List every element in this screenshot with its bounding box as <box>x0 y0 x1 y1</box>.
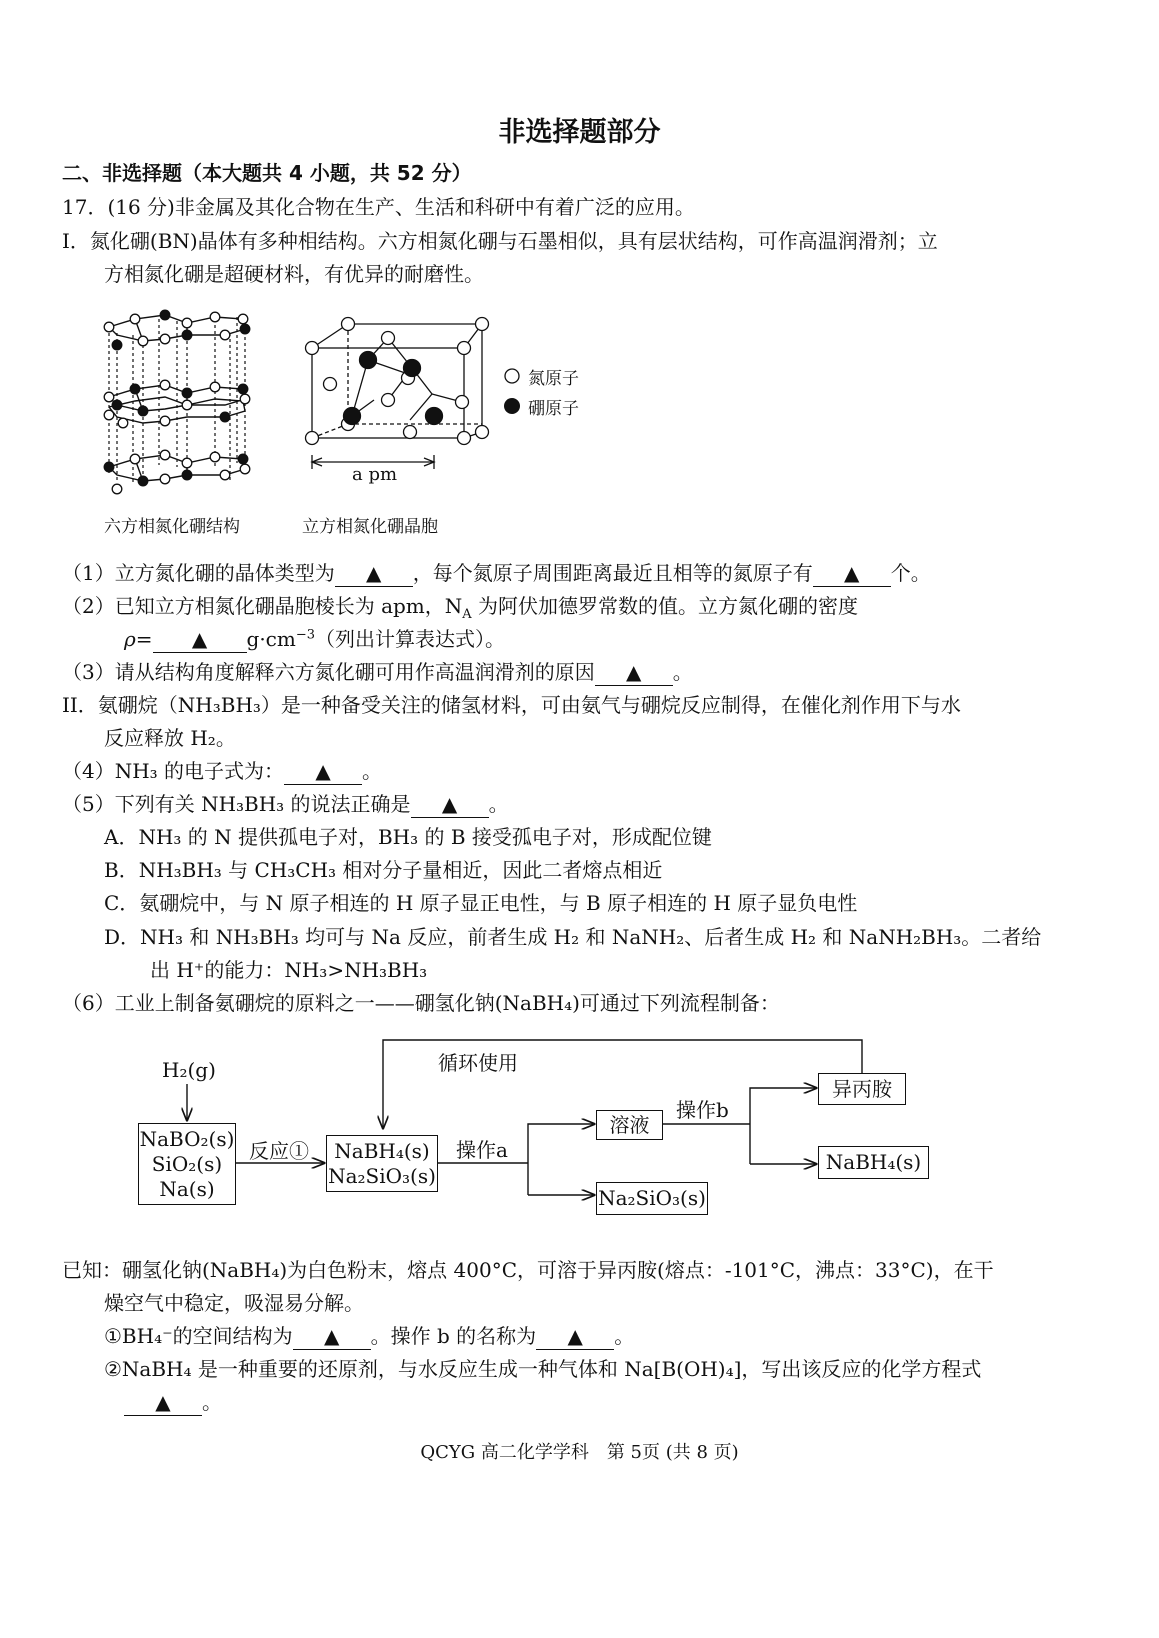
page-title: 非选择题部分 <box>498 117 661 148</box>
part-i-line2: 方相氮化硼是超硬材料，有优异的耐磨性。 <box>104 262 484 286</box>
sub-question-1: ①BH₄⁻的空间结构为 ▲ 。操作 b 的名称为 ▲ 。 <box>104 1324 635 1348</box>
cubic-bn-caption: 立方相氮化硼晶胞 <box>302 517 438 537</box>
q17-intro: 17．(16 分)非金属及其化合物在生产、生活和科研中有着广泛的应用。 <box>62 195 695 219</box>
answer-blank-1a[interactable]: ▲ <box>335 560 413 587</box>
hexagonal-bn-figure <box>95 305 265 510</box>
answer-blank-1b[interactable]: ▲ <box>813 560 891 587</box>
option-d[interactable]: D．NH₃ 和 NH₃BH₃ 均可与 Na 反应，前者生成 H₂ 和 NaNH₂、后者生成 H₂ 和 NaNH₂BH₃。二者给 <box>104 925 1042 949</box>
part-i-line1: I．氮化硼(BN)晶体有多种相结构。六方相氮化硼与石墨相似，具有层状结构，可作高温润滑剂；立 <box>62 229 938 253</box>
reactants-box: NaBO₂(s) SiO₂(s) Na(s) <box>138 1123 236 1205</box>
option-b[interactable]: B．NH₃BH₃ 与 CH₃CH₃ 相对分子量相近，因此二者熔点相近 <box>104 858 663 882</box>
question-2-density: ρ= ▲ $g\cdot cm^{-3}$（列出计算表达式）。 <box>124 627 506 651</box>
nitrogen-legend-icon <box>502 366 522 386</box>
operation-b-label: 操作b <box>676 1098 729 1122</box>
hydrogen-gas-label: H₂(g) <box>162 1058 216 1082</box>
solution-box: 溶液 <box>596 1110 663 1140</box>
lattice-dimension-label: a pm <box>352 464 398 485</box>
question-6: （6）工业上制备氨硼烷的原料之一——硼氢化钠(NaBH₄)可通过下列流程制备： <box>62 991 780 1015</box>
part-ii-line2: 反应释放 H₂。 <box>104 726 236 750</box>
question-2: （2）已知立方相氮化硼晶胞棱长为 apm，$N_A$ 为阿伏加德罗常数的值。立方氮化硼的密度 <box>62 594 859 622</box>
question-3: （3）请从结构角度解释六方氮化硼可用作高温润滑剂的原因 ▲ 。 <box>62 660 693 684</box>
section-header: 二、非选择题（本大题共 4 小题，共 52 分） <box>62 161 472 185</box>
question-4: （4）NH₃ 的电子式为： ▲ 。 <box>62 759 383 783</box>
sodium-borohydride-box: NaBH₄(s) <box>818 1146 929 1179</box>
boron-legend-icon <box>502 396 522 416</box>
reaction-1-label: 反应① <box>249 1139 309 1163</box>
answer-blank-2[interactable]: ▲ <box>153 626 247 653</box>
recycle-label: 循环使用 <box>438 1051 518 1075</box>
answer-blank-4[interactable]: ▲ <box>284 758 362 785</box>
option-a[interactable]: A．NH₃ 的 N 提供孤电子对，BH₃ 的 B 接受孤电子对，形成配位键 <box>104 825 712 849</box>
option-c[interactable]: C．氨硼烷中，与 N 原子相连的 H 原子显正电性，与 B 原子相连的 H 原子显负电性 <box>104 891 858 915</box>
hex-bn-caption: 六方相氮化硼结构 <box>104 517 240 537</box>
answer-blank-6b[interactable]: ▲ <box>536 1323 614 1350</box>
cubic-bn-unit-cell <box>298 312 498 492</box>
answer-blank-3[interactable]: ▲ <box>595 659 673 686</box>
part-ii-line1: II．氨硼烷（NH₃BH₃）是一种备受关注的储氢材料，可由氨气与硼烷反应制得，在催化剂作用下与水 <box>62 693 961 717</box>
answer-blank-7[interactable]: ▲ <box>124 1389 202 1416</box>
legend-nitrogen: 氮原子 <box>528 369 579 389</box>
sub-question-2-answer: ▲ 。 <box>124 1389 222 1416</box>
process-flow-arrows <box>130 1030 950 1230</box>
sodium-silicate-box: Na₂SiO₃(s) <box>596 1182 708 1215</box>
page-footer: QCYG 高二化学学科 第 5页 (共 8 页) <box>420 1442 739 1463</box>
answer-blank-5[interactable]: ▲ <box>411 791 489 818</box>
question-1: （1）立方氮化硼的晶体类型为 ▲ ，每个氮原子周围距离最近且相等的氮原子有 ▲ 个。 <box>62 561 931 585</box>
question-5: （5）下列有关 NH₃BH₃ 的说法正确是 ▲ 。 <box>62 792 509 816</box>
option-d-cont: 出 H⁺的能力：NH₃>NH₃BH₃ <box>150 958 428 982</box>
sub-question-2: ②NaBH₄ 是一种重要的还原剂，与水反应生成一种气体和 Na[B(OH)₄]，写出该反应的化学方程式 <box>104 1357 982 1381</box>
legend-boron: 硼原子 <box>528 399 579 419</box>
answer-blank-6a[interactable]: ▲ <box>293 1323 371 1350</box>
known-line2: 燥空气中稳定，吸湿易分解。 <box>104 1291 364 1315</box>
intermediate-box: NaBH₄(s) Na₂SiO₃(s) <box>326 1135 438 1192</box>
known-line1: 已知：硼氢化钠(NaBH₄)为白色粉末，熔点 400°C，可溶于异丙胺(熔点：-101°C，沸点：33°C)，在干 <box>62 1258 994 1282</box>
operation-a-label: 操作a <box>456 1138 508 1162</box>
isopropylamine-box: 异丙胺 <box>818 1073 906 1105</box>
